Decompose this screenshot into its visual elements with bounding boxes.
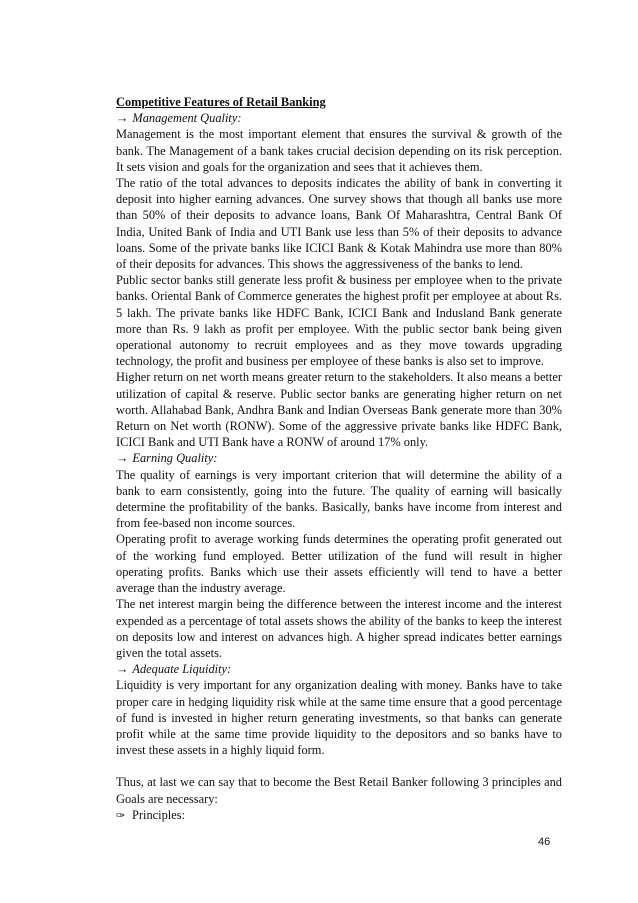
conclusion-paragraph: Thus, at last we can say that to become the Best Retail Banker following 3 principles and Goals are necessary: [116,775,562,806]
subheading-earning-quality: → Earning Quality: [116,451,218,466]
principles-item [116,807,562,824]
arrow-right-icon: → [116,451,129,466]
paragraph: The net interest margin being the difference between the interest income and the interest expended as a percentage of total assets shows the ability of the banks to keep the interest on deposits low and interest on advances high. A higher spread indicates better earnings given the total assets. [116,597,562,660]
subheading-label: Adequate Liquidity [132,662,228,677]
section-heading: Competitive Features of Retail Banking [116,95,326,109]
paragraph: Higher return on net worth means greater return to the stakeholders. It also means a better utilization of capital & reserve. Public sector banks are generating higher return on net worth. Allahabad Bank, Andhra Bank and Indian Overseas Bank generate more than 30% Return on Net worth (RONW). Some of the aggressive private banks like HDFC Bank, ICICI Bank and UTI Bank have a RONW of around 17% only. [116,370,562,450]
arrow-right-icon: → [116,111,129,126]
subheading-management-quality: → Management Quality: [116,111,242,126]
paragraph: Liquidity is very important for any organization dealing with money. Banks have to take proper care in hedging liquidity risk while at the same time ensure that a good percentage of fund is invested in higher return generating investments, so that banks can generate profit while at the same time provide liquidity to the depositors and so banks have to invest these assets in a highly liquid form. [116,678,562,758]
subheading-label: Earning Quality [132,451,214,466]
subheading-label: Management Quality [132,111,238,126]
paragraph: The quality of earnings is very important criterion that will determine the ability of a bank to earn consistently, going into the future. The quality of earning will basically determine the profitability of the banks. Basically, banks have income from interest and from fee-based non income sources. [116,467,562,531]
bullet-icon: ✑ [116,809,126,822]
arrow-right-icon: → [116,662,129,677]
principles-label: Principles: [132,807,185,822]
paragraph: Management is the most important element that ensures the survival & growth of the bank. The Management of a bank takes crucial decision depending on its risk perception. It sets vision and goals for the organization and sees that it achieves them. [116,127,562,174]
spacer [116,758,562,774]
paragraph: Operating profit to average working funds determines the operating profit generated out of the working fund employed. Better utilization of the fund will result in higher operating profits. Banks which use their assets efficiently will tend to have a better average than the industry average. [116,532,562,596]
page-number: 46 [538,836,551,848]
document-body [116,94,562,824]
subheading-adequate-liquidity: → Adequate Liquidity: [116,662,232,677]
paragraph: Public sector banks still generate less profit & business per employee when to the private banks. Oriental Bank of Commerce generates the highest profit per employee at about Rs. 5 lakh. The private banks like HDFC Bank, ICICI Bank and Indusland Bank generate more than Rs. 9 lakh as profit per employee. With the public sector bank being given operational autonomy to recruit employees and as they move towards upgrading technology, the profit and business per employee of these banks is also set to improve. [116,273,562,369]
paragraph: The ratio of the total advances to deposits indicates the ability of bank in converting it deposit into higher earning advances. One survey shows that though all banks use more than 50% of their deposits to advance loans, Bank Of Maharashtra, Central Bank Of India, United Bank of India and UTI Bank use less than 5% of their deposits to advance loans. Some of the private banks like ICICI Bank & Kotak Mahindra use more than 80% of their deposits for advances. This shows the aggressiveness of the banks to lend. [116,176,562,272]
